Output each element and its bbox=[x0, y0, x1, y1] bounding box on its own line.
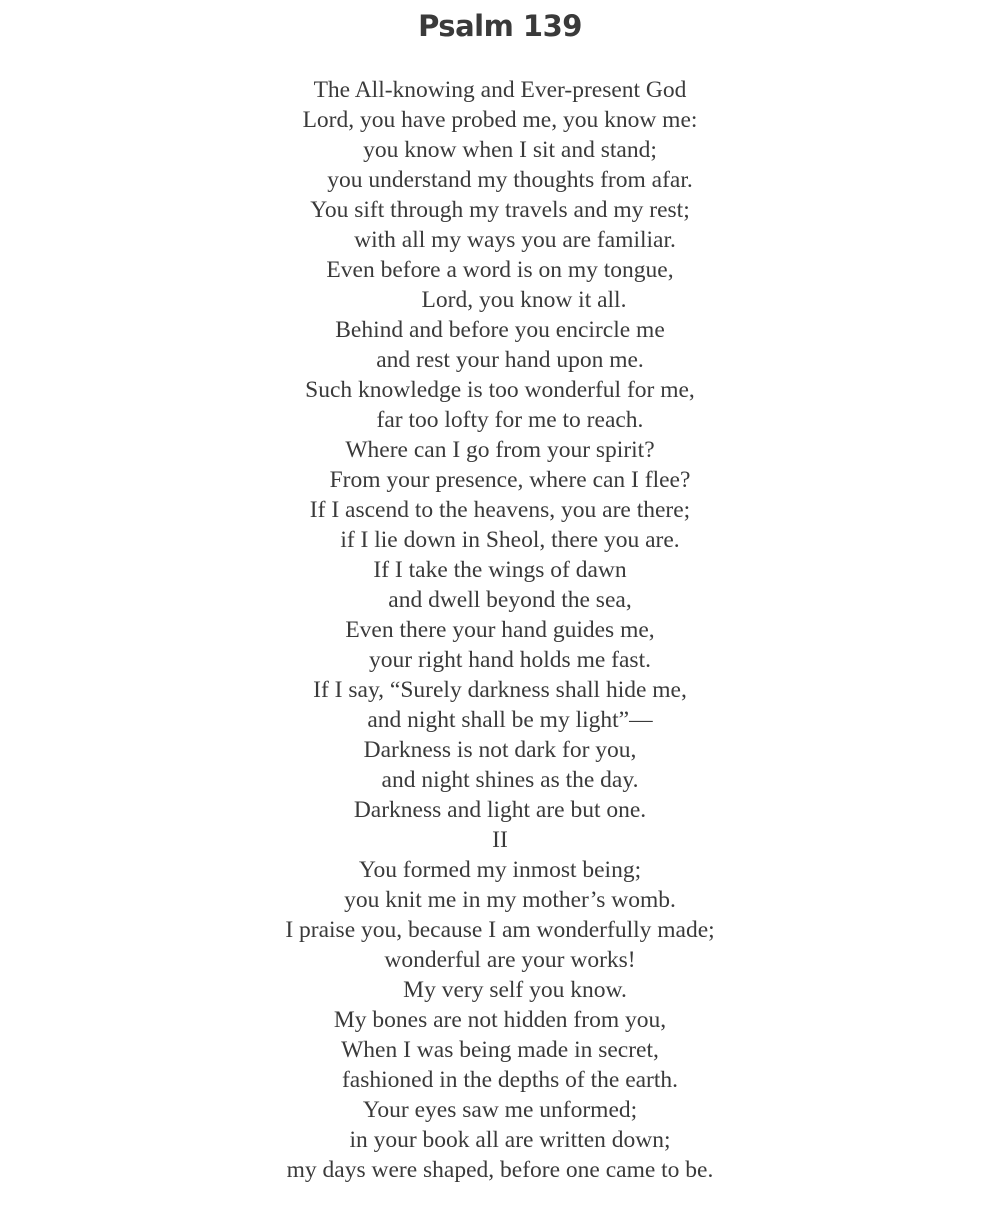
poem-line: My very self you know. bbox=[403, 977, 627, 1003]
poem-line: Even before a word is on my tongue, bbox=[326, 257, 674, 283]
poem-line: fashioned in the depths of the earth. bbox=[341, 1067, 679, 1093]
poem-line: with all my ways you are familiar. bbox=[354, 227, 676, 253]
poem-line: and night shall be my light”— bbox=[367, 707, 653, 733]
poem-line: you knit me in my mother’s womb. bbox=[344, 887, 676, 913]
poem-line: your right hand holds me fast. bbox=[369, 647, 651, 673]
poem-line: Where can I go from your spirit? bbox=[345, 437, 655, 463]
poem-line: in your book all are written down; bbox=[349, 1127, 671, 1153]
poem-line: Behind and before you encircle me bbox=[335, 317, 665, 343]
page-title: Psalm 139 bbox=[418, 9, 582, 43]
poem-line: Such knowledge is too wonderful for me, bbox=[305, 377, 695, 403]
poem-line: You formed my inmost being; bbox=[358, 857, 642, 883]
poem-line: When I was being made in secret, bbox=[341, 1037, 659, 1063]
poem-body bbox=[0, 75, 1000, 1185]
poem-line: You sift through my travels and my rest; bbox=[310, 197, 690, 223]
poem-line: Lord, you know it all. bbox=[421, 287, 627, 313]
poem-line: far too lofty for me to reach. bbox=[376, 407, 644, 433]
poem-line: From your presence, where can I flee? bbox=[329, 467, 691, 493]
poem-line: you know when I sit and stand; bbox=[363, 137, 657, 163]
poem-line: wonderful are your works! bbox=[384, 947, 636, 973]
poem-line: If I take the wings of dawn bbox=[373, 557, 627, 583]
poem-line: The All-knowing and Ever-present God bbox=[313, 77, 687, 103]
poem-line: My bones are not hidden from you, bbox=[333, 1007, 667, 1033]
poem-line: and dwell beyond the sea, bbox=[388, 587, 632, 613]
poem-line: Darkness is not dark for you, bbox=[363, 737, 637, 763]
poem-line: Lord, you have probed me, you know me: bbox=[302, 107, 698, 133]
poem-line: Even there your hand guides me, bbox=[345, 617, 655, 643]
poem-line: If I say, “Surely darkness shall hide me, bbox=[313, 677, 687, 703]
poem-line: you understand my thoughts from afar. bbox=[327, 167, 693, 193]
poem-line: and night shines as the day. bbox=[381, 767, 639, 793]
poem-line: Your eyes saw me unformed; bbox=[362, 1097, 638, 1123]
poem-line: my days were shaped, before one came to be. bbox=[286, 1157, 714, 1183]
section-numeral: II bbox=[492, 827, 508, 853]
poem-line: If I ascend to the heavens, you are there; bbox=[309, 497, 691, 523]
poem-line: I praise you, because I am wonderfully made; bbox=[285, 917, 715, 943]
poem-line: and rest your hand upon me. bbox=[376, 347, 644, 373]
poem-line: if I lie down in Sheol, there you are. bbox=[340, 527, 680, 553]
poem-line: Darkness and light are but one. bbox=[353, 797, 647, 823]
